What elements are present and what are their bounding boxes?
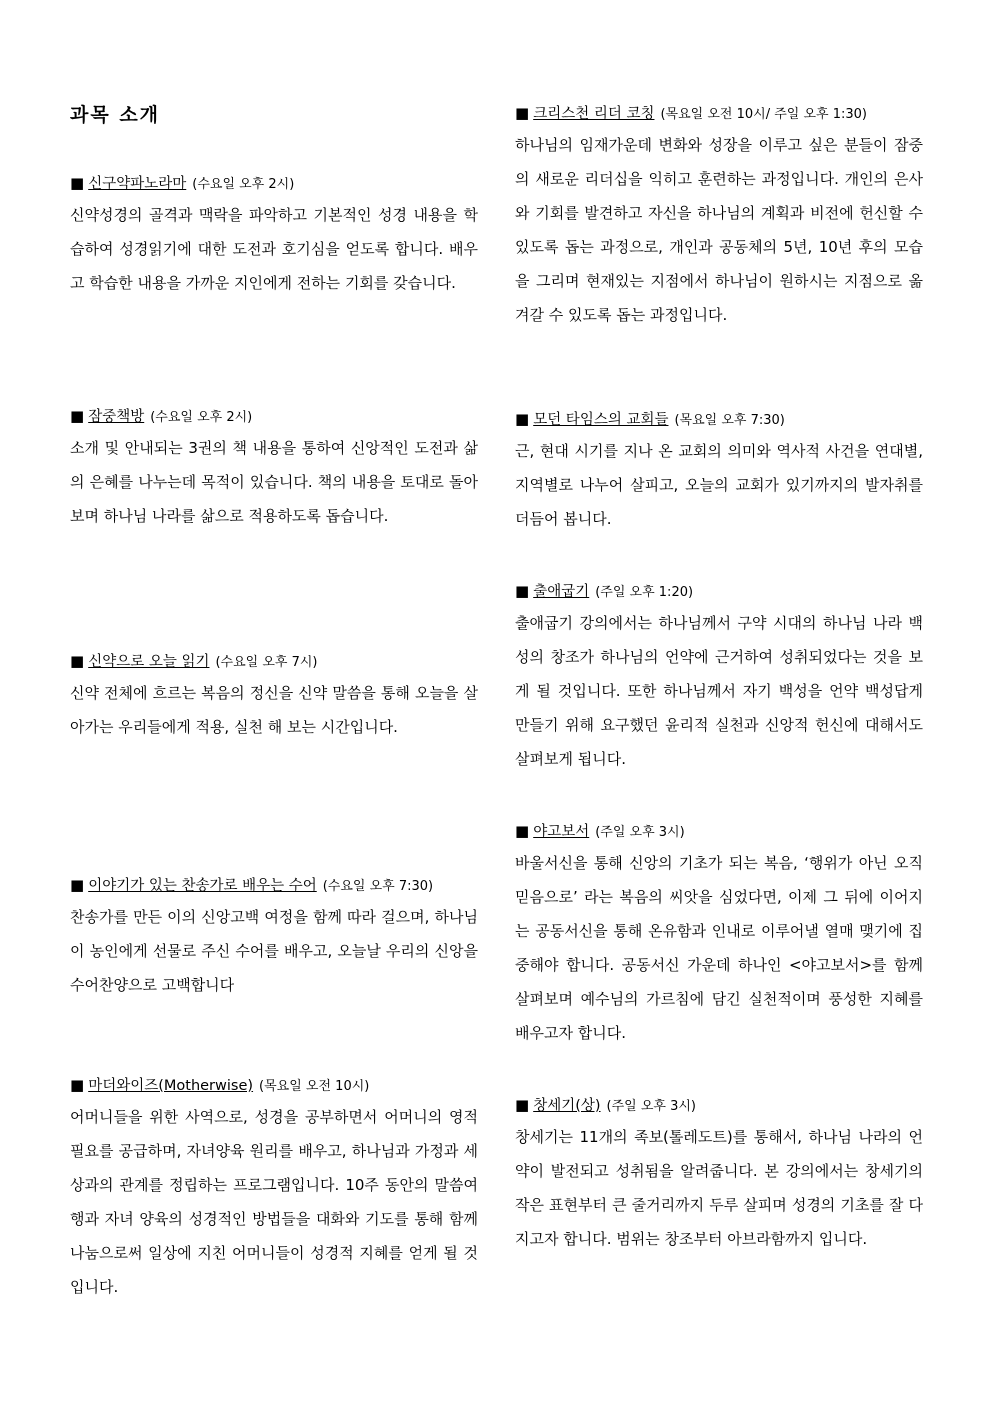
course-time: (수요일 오후 2시) xyxy=(192,177,295,192)
course-header xyxy=(70,650,478,674)
square-bullet-icon: ■ xyxy=(70,876,85,894)
course-description: 어머니들을 위한 사역으로, 성경을 공부하면서 어머니의 영적 필요를 공급하며, 자녀양육 원리를 배우고, 하나님과 가정과 세상과의 관계를 정립하는 프로그램입니다. 10주 동안의 말씀여행과 자녀 양육의 성경적인 방법들을 대화와 기도를 통해 함께 나눔으로써 일상에 지친 어머니들이 성경적 지혜를 얻게 될 것입니다. xyxy=(70,1108,478,1296)
course-time: (목요일 오후 7:30) xyxy=(674,413,785,428)
course-description: 하나님의 임재가운데 변화와 성장을 이루고 싶은 분들이 잠중의 새로운 리더십을 익히고 훈련하는 과정입니다. 개인의 은사와 기회를 발견하고 자신을 하나님의 계획과 비전에 헌신할 수 있도록 돕는 과정으로, 개인과 공동체의 5년, 10년 후의 모습을 그리며 현재있는 지점에서 하나님이 원하시는 지점으로 옮겨갈 수 있도록 돕는 과정입니다. xyxy=(515,136,923,324)
course-header xyxy=(515,820,923,844)
page-title: 과목 소개 xyxy=(70,104,161,126)
course-panorama xyxy=(70,172,478,300)
course-new-testament-today xyxy=(70,650,478,744)
course-modern-times-churches xyxy=(515,408,923,536)
course-header xyxy=(515,102,923,126)
square-bullet-icon: ■ xyxy=(515,104,530,122)
course-description: 출애굽기 강의에서는 하나님께서 구약 시대의 하나님 나라 백성의 창조가 하나님의 언약에 근거하여 성취되었다는 것을 보게 될 것입니다. 또한 하나님께서 자기 백성을 언약 백성답게 만들기 위해 요구했던 윤리적 실천과 신앙적 헌신에 대해서도 살펴보게 됩니다. xyxy=(515,614,923,768)
course-name: 창세기(상) xyxy=(533,1098,601,1114)
square-bullet-icon: ■ xyxy=(515,1096,530,1114)
course-header xyxy=(70,1074,478,1098)
course-name: 잠중책방 xyxy=(88,409,145,425)
course-header xyxy=(515,580,923,604)
course-name: 이야기가 있는 찬송가로 배우는 수어 xyxy=(88,878,317,894)
course-time: (주일 오후 1:20) xyxy=(595,585,694,600)
course-description: 소개 및 안내되는 3권의 책 내용을 통하여 신앙적인 도전과 삶의 은혜를 나누는데 목적이 있습니다. 책의 내용을 토대로 돌아보며 하나님 나라를 삶으로 적용하도록 돕습니다. xyxy=(70,439,478,525)
course-time: (목요일 오전 10시/ 주일 오후 1:30) xyxy=(660,107,867,122)
course-name: 신약으로 오늘 읽기 xyxy=(88,654,210,670)
course-name: 신구약파노라마 xyxy=(88,176,187,192)
course-description: 신약 전체에 흐르는 복음의 정신을 신약 말씀을 통해 오늘을 살아가는 우리들에게 적용, 실천 해 보는 시간입니다. xyxy=(70,684,478,736)
course-header xyxy=(515,1094,923,1118)
square-bullet-icon: ■ xyxy=(515,822,530,840)
square-bullet-icon: ■ xyxy=(70,174,85,192)
square-bullet-icon: ■ xyxy=(70,1076,85,1094)
course-exodus xyxy=(515,580,923,776)
course-description: 근, 현대 시기를 지나 온 교회의 의미와 역사적 사건을 연대별, 지역별로 나누어 살피고, 오늘의 교회가 있기까지의 발자취를 더듬어 봅니다. xyxy=(515,442,923,528)
course-genesis xyxy=(515,1094,923,1256)
square-bullet-icon: ■ xyxy=(515,410,530,428)
course-sign-language-hymns xyxy=(70,874,478,1002)
square-bullet-icon: ■ xyxy=(70,407,85,425)
course-name: 모던 타임스의 교회들 xyxy=(533,412,669,428)
course-header xyxy=(70,874,478,898)
course-motherwise xyxy=(70,1074,478,1304)
course-header xyxy=(515,408,923,432)
course-header xyxy=(70,405,478,429)
course-christian-leader-coaching xyxy=(515,102,923,332)
course-name: 출애굽기 xyxy=(533,584,590,600)
course-description: 창세기는 11개의 족보(톨레도트)를 통해서, 하나님 나라의 언약이 발전되고 성취됨을 알려줍니다. 본 강의에서는 창세기의 작은 표현부터 큰 줄거리까지 두루 살피며 성경의 기초를 잘 다지고자 합니다. 범위는 창조부터 아브라함까지 입니다. xyxy=(515,1128,923,1248)
course-description: 신약성경의 골격과 맥락을 파악하고 기본적인 성경 내용을 학습하여 성경읽기에 대한 도전과 호기심을 얻도록 합니다. 배우고 학습한 내용을 가까운 지인에게 전하는 기회를 갖습니다. xyxy=(70,206,478,292)
course-time: (주일 오후 3시) xyxy=(606,1099,697,1114)
course-name: 크리스천 리더 코칭 xyxy=(533,106,655,122)
course-time: (목요일 오전 10시) xyxy=(259,1079,370,1094)
course-time: (주일 오후 3시) xyxy=(595,825,685,840)
course-bookstore xyxy=(70,405,478,533)
square-bullet-icon: ■ xyxy=(515,582,530,600)
course-james xyxy=(515,820,923,1050)
course-description: 바울서신을 통해 신앙의 기초가 되는 복음, ‘행위가 아닌 오직 믿음으로’ 라는 복음의 씨앗을 심었다면, 이제 그 뒤에 이어지는 공동서신을 통해 온유함과 인내로 이루어낼 열매 맺기에 집중해야 합니다. 공동서신 가운데 하나인 <야고보서>를 함께 살펴보며 예수님의 가르침에 담긴 실천적이며 풍성한 지혜를 배우고자 합니다. xyxy=(515,854,923,1042)
course-header xyxy=(70,172,478,196)
course-time: (수요일 오후 7시) xyxy=(215,655,318,670)
course-time: (수요일 오후 7:30) xyxy=(322,879,434,894)
course-time: (수요일 오후 2시) xyxy=(150,410,253,425)
square-bullet-icon: ■ xyxy=(70,652,85,670)
course-description: 찬송가를 만든 이의 신앙고백 여정을 함께 따라 걸으며, 하나님이 농인에게 선물로 주신 수어를 배우고, 오늘날 우리의 신앙을 수어찬양으로 고백합니다 xyxy=(70,908,478,994)
course-name: 마더와이즈(Motherwise) xyxy=(88,1078,254,1094)
course-name: 야고보서 xyxy=(533,824,590,840)
